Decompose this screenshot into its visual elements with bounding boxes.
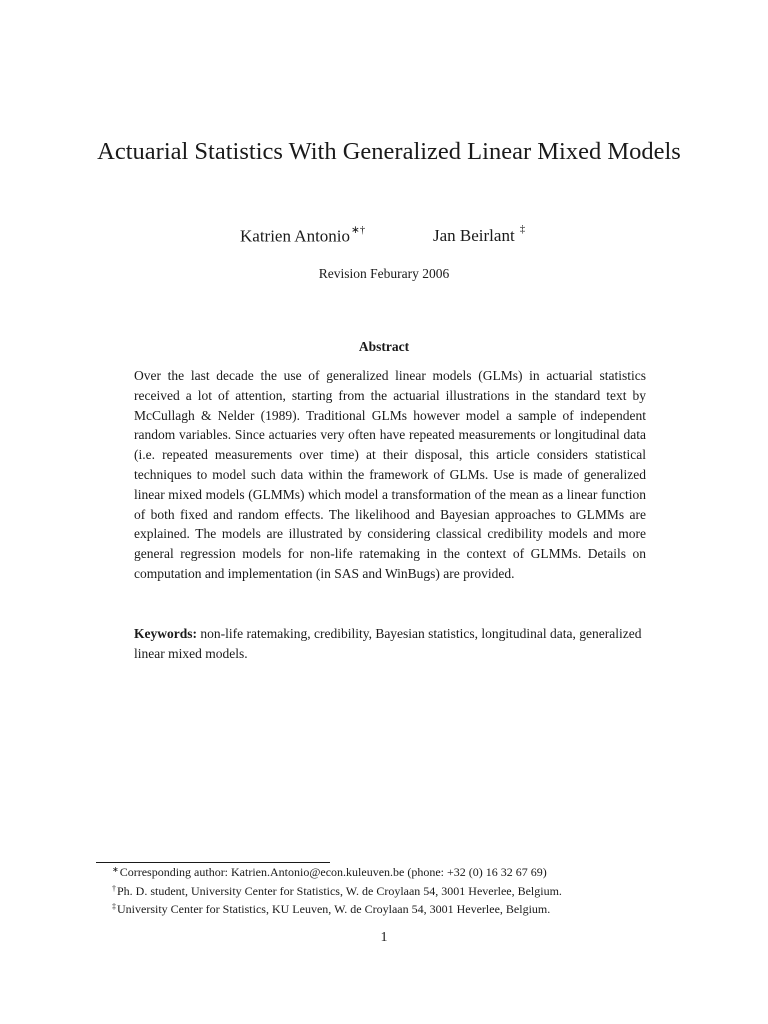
abstract-heading: Abstract (358, 339, 410, 354)
keywords-paragraph (134, 624, 646, 664)
footnote-2 (112, 883, 672, 902)
abstract-text: Over the last decade the use of generalized linear models (GLMs) in actuarial statistics received a lot of attention, starting from the actuarial illustrations in the standard text by McCullagh & Nelder (1989). Traditional GLMs however model a sample of independent random variables. Since actuaries very often have repeated measurements or longitudinal data (i.e. repeated measurements over time) at their disposal, this article considers statistical techniques to model such data within the framework of GLMs. Use is made of generalized linear mixed models (GLMMs) which model a transformation of the mean as a linear function of both fixed and random effects. The likelihood and Bayesian approaches to GLMMs are explained. The models are illustrated by considering classical credibility models and more general regression models for non-life ratemaking in the context of GLMMs. Details on computation and implementation (in SAS and WinBugs) are provided. (134, 368, 646, 581)
page-number: 1 (380, 930, 388, 945)
footnote-1-text: Corresponding author: Katrien.Antonio@econ.kuleuven.be (phone: +32 (0) 16 32 67 69) (119, 865, 547, 879)
footnote-3 (112, 901, 672, 920)
author-2-marks: ‡ (519, 224, 526, 236)
author-1-name: Katrien Antonio (240, 226, 351, 246)
footnote-rule (96, 862, 330, 863)
author-1 (240, 226, 365, 247)
author-2-name: Jan Beirlant (433, 226, 515, 245)
revision-date: Revision Feburary 2006 (318, 266, 450, 281)
footnote-3-mark: ‡ (112, 902, 116, 912)
footnote-2-mark: † (112, 883, 116, 893)
footnote-2-text: Ph. D. student, University Center for Statistics, W. de Croylaan 54, 3001 Heverlee, Belgium. (117, 883, 562, 898)
keywords-label: Keywords: (134, 626, 197, 641)
footnote-3-text: University Center for Statistics, KU Leuven, W. de Croylaan 54, 3001 Heverlee, Belgium. (117, 902, 551, 917)
author-1-marks: ∗† (351, 225, 366, 236)
footnotes (112, 864, 672, 920)
footnote-1-mark: ∗ (112, 865, 119, 874)
keywords-text: non-life ratemaking, credibility, Bayesian statistics, longitudinal data, generalized linear mixed models. (134, 626, 642, 661)
paper-title: Actuarial Statistics With Generalized Linear Mixed Models (97, 138, 681, 165)
footnote-1 (112, 864, 672, 883)
author-2 (433, 226, 525, 246)
